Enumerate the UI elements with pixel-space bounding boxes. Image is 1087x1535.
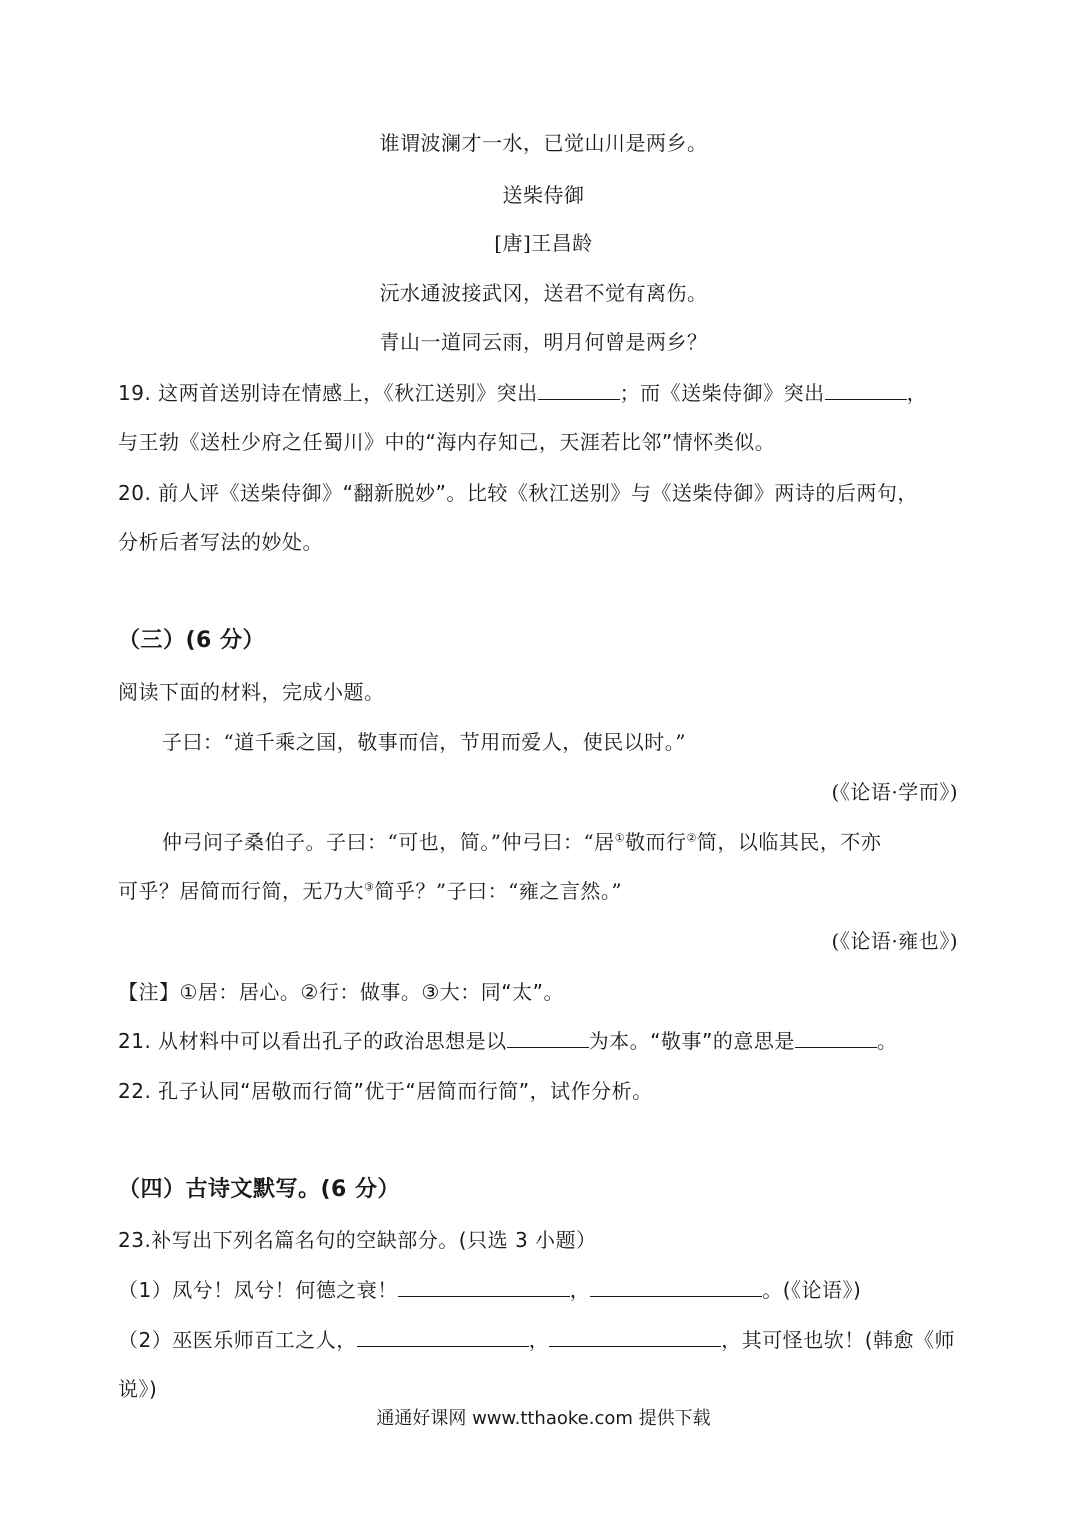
recitation-item-1: （1）凤兮！凤兮！何德之衰！ ， 。(《论语》) (118, 1278, 862, 1302)
passage-2-source: (《论语·雍也》) (831, 929, 958, 953)
question-21: 21. 从材料中可以看出孔子的政治思想是以 为本。“敬事”的意思是 。 (118, 1029, 898, 1053)
answer-blank[interactable] (795, 1027, 877, 1048)
question-20-line1: 20. 前人评《送柴侍御》“翻新脱妙”。比较《秋江送别》与《送柴侍御》两诗的后两句， (118, 481, 918, 505)
answer-blank[interactable] (398, 1276, 570, 1297)
question-19: 19. 这两首送别诗在情感上，《秋江送别》突出 ；而《送柴侍御》突出 ， (118, 381, 928, 405)
question-22: 22. 孔子认同“居敬而行简”优于“居简而行简”，试作分析。 (118, 1079, 653, 1103)
question-19-line2: 与王勃《送杜少府之任蜀川》中的“海内存知己，天涯若比邻”情怀类似。 (118, 430, 776, 454)
answer-blank[interactable] (590, 1276, 762, 1297)
passage-1: 子曰：“道千乘之国，敬事而信，节用而爱人，使民以时。” (162, 730, 686, 754)
answer-blank[interactable] (549, 1326, 721, 1347)
annotation-note: 【注】①居：居心。②行：做事。③大：同“太”。 (118, 980, 565, 1004)
section-4-instruction: 23.补写出下列名篇名句的空缺部分。(只选 3 小题） (118, 1228, 597, 1252)
section-3-heading: （三）(6 分） (118, 628, 266, 653)
section-3-instruction: 阅读下面的材料，完成小题。 (118, 680, 385, 704)
poem2-title: 送柴侍御 (502, 183, 585, 207)
recitation-item-2: （2）巫医乐师百工之人， ， ，其可怪也欤！(韩愈《师 (118, 1328, 956, 1352)
recitation-item-2-line2: 说》) (118, 1377, 158, 1401)
section-4-heading: （四）古诗文默写。(6 分） (118, 1177, 401, 1202)
answer-blank[interactable] (538, 379, 620, 400)
answer-blank[interactable] (357, 1326, 529, 1347)
poem1-last-line: 谁谓波澜才一水，已觉山川是两乡。 (379, 131, 708, 155)
download-footer: 通通好课网 www.tthaoke.com 提供下载 (376, 1408, 711, 1429)
passage-1-source: (《论语·学而》) (831, 780, 958, 804)
passage-2-line1: 仲弓问子桑伯子。子曰：“可也，简。”仲弓曰：“居①敬而行②简，以临其民，不亦 (162, 830, 882, 854)
question-20-line2: 分析后者写法的妙处。 (118, 530, 323, 554)
poem2-author: [唐]王昌龄 (494, 231, 593, 255)
poem2-line2: 青山一道同云雨，明月何曾是两乡？ (379, 330, 708, 354)
poem2-line1: 沅水通波接武冈，送君不觉有离伤。 (379, 281, 708, 305)
passage-2-line2: 可乎？居简而行简，无乃大③简乎？”子曰：“雍之言然。” (118, 879, 623, 903)
answer-blank[interactable] (825, 379, 907, 400)
answer-blank[interactable] (507, 1027, 589, 1048)
